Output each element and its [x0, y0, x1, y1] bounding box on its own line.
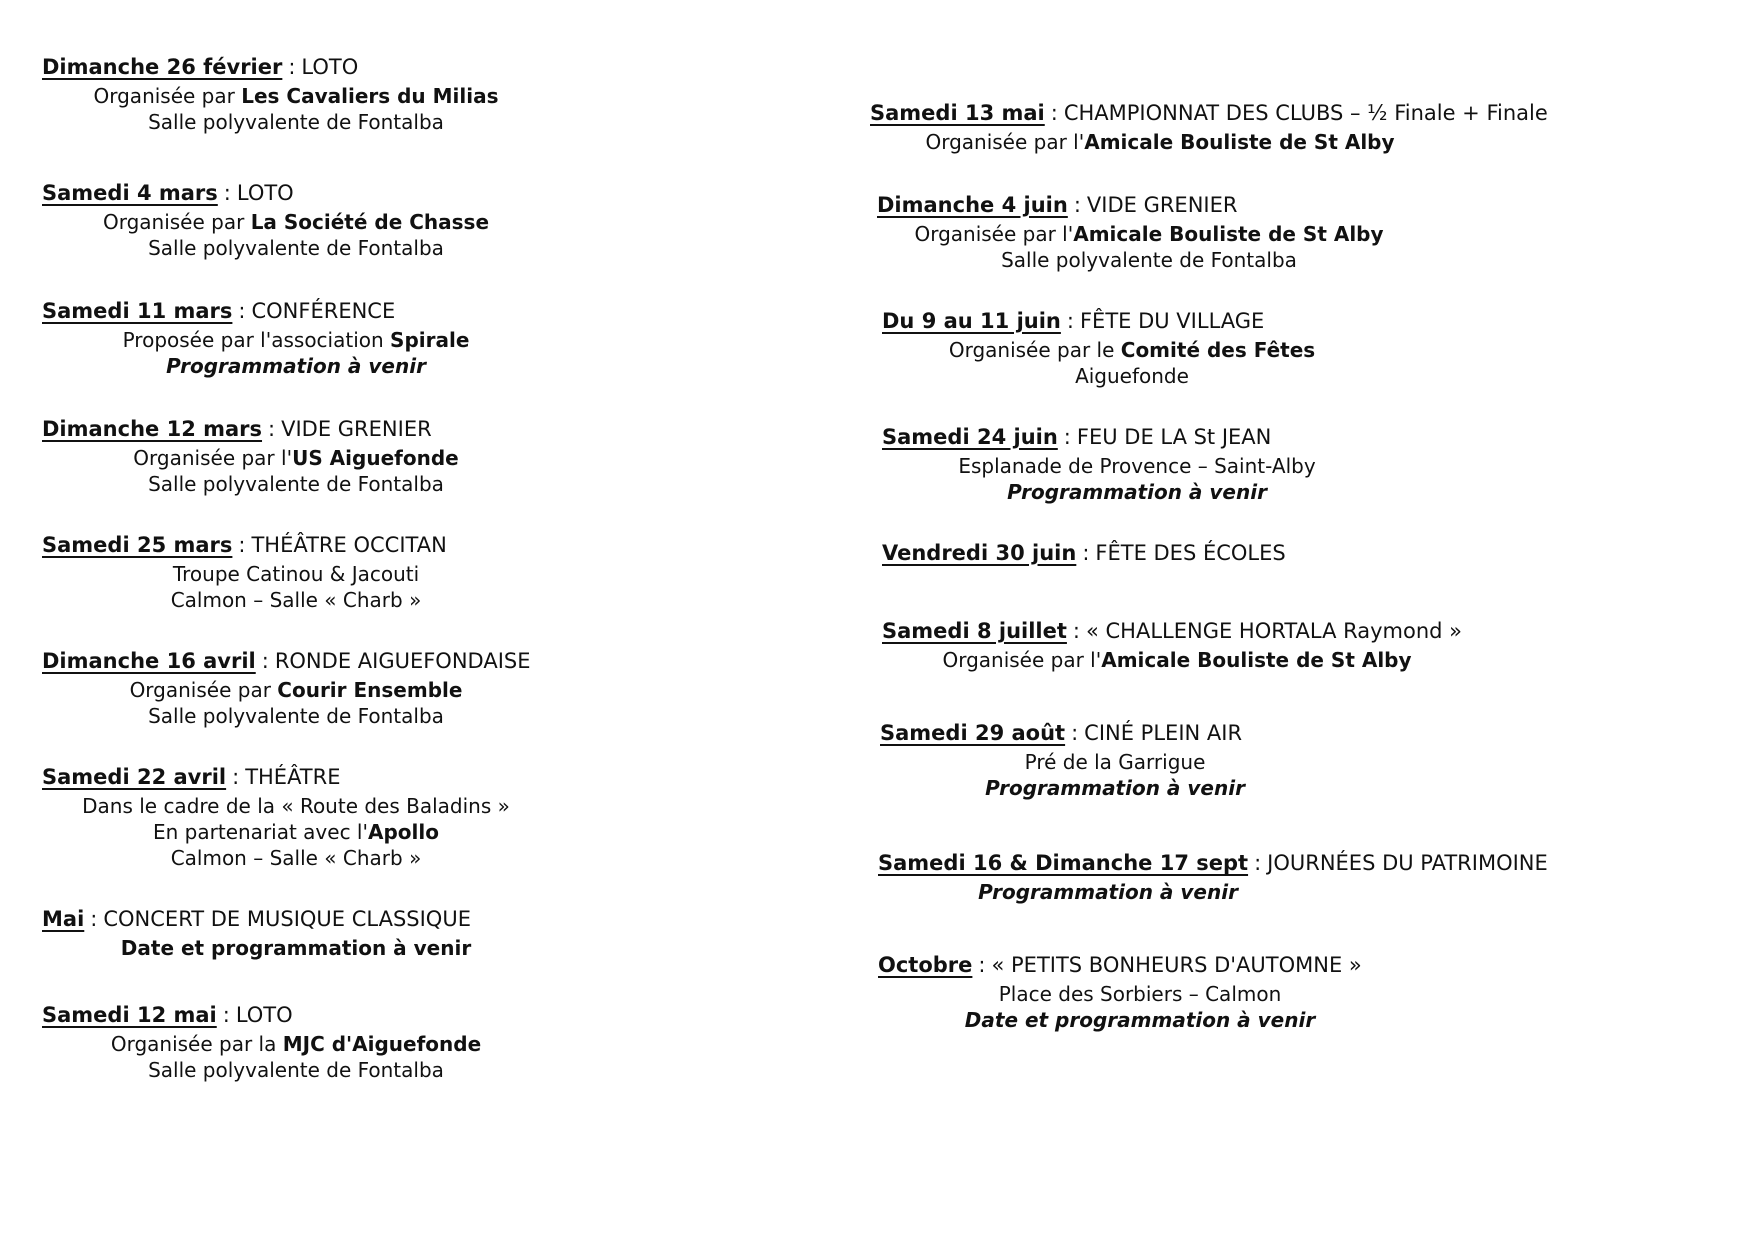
- event-detail-line: [0, 934, 696, 963]
- event-heading: [878, 950, 1362, 980]
- event-date: Samedi 11 mars: [42, 299, 233, 323]
- event-title: JOURNÉES DU PATRIMOINE: [1267, 851, 1548, 875]
- event-title: RONDE AIGUEFONDAISE: [274, 649, 531, 673]
- event-entry: [880, 718, 1245, 800]
- event-separator: :: [90, 907, 98, 931]
- event-separator: :: [1063, 425, 1071, 449]
- event-entry: [42, 296, 470, 378]
- event-detail-line: [708, 878, 1508, 907]
- event-detail-line: [0, 234, 696, 263]
- detail-text: Dans le cadre de la « Route des Baladins »: [82, 794, 510, 818]
- event-detail-line: [732, 362, 1532, 391]
- event-heading: [882, 422, 1271, 452]
- detail-text: Salle polyvalente de Fontalba: [148, 236, 444, 260]
- event-date: Du 9 au 11 juin: [882, 309, 1061, 333]
- event-title: LOTO: [235, 1003, 293, 1027]
- organizer-name: US Aiguefonde: [292, 446, 459, 470]
- organizer-name: Amicale Bouliste de St Alby: [1073, 222, 1384, 246]
- right-column: [870, 0, 1754, 1240]
- event-date: Mai: [42, 907, 85, 931]
- event-heading: [42, 530, 447, 560]
- event-entry: [42, 530, 447, 612]
- event-entry: [42, 646, 531, 728]
- event-heading: [42, 296, 395, 326]
- event-separator: :: [1082, 541, 1090, 565]
- event-title: « PETITS BONHEURS D'AUTOMNE »: [991, 953, 1362, 977]
- detail-text: Salle polyvalente de Fontalba: [148, 704, 444, 728]
- event-entry: [882, 538, 1286, 568]
- event-title: CHAMPIONNAT DES CLUBS – ½ Finale + Finale: [1063, 101, 1548, 125]
- detail-text: Salle polyvalente de Fontalba: [1001, 248, 1297, 272]
- event-heading: [882, 538, 1286, 568]
- event-entry: [42, 904, 472, 960]
- event-separator: :: [1050, 101, 1058, 125]
- detail-text: Organisée par: [129, 678, 278, 702]
- event-detail-line: [715, 774, 1515, 803]
- event-separator: :: [232, 765, 240, 789]
- event-entry: [42, 1000, 482, 1082]
- event-separator: :: [223, 181, 231, 205]
- event-detail-line: [732, 336, 1532, 365]
- detail-text: Proposée par l'association: [122, 328, 391, 352]
- event-entry: [870, 98, 1548, 154]
- event-title: FÊTE DES ÉCOLES: [1095, 541, 1286, 565]
- event-date: Dimanche 26 février: [42, 55, 283, 79]
- event-heading: [882, 616, 1462, 646]
- event-detail-line: [0, 82, 696, 111]
- event-title: LOTO: [236, 181, 294, 205]
- event-heading: [42, 52, 358, 82]
- event-separator: :: [1254, 851, 1262, 875]
- event-date: Dimanche 12 mars: [42, 417, 263, 441]
- event-entry: [42, 178, 490, 260]
- event-detail-line: [0, 470, 696, 499]
- event-detail-line: [749, 246, 1549, 275]
- detail-text: Calmon – Salle « Charb »: [170, 846, 422, 870]
- event-entry: [882, 616, 1463, 672]
- event-detail-line: [0, 844, 696, 873]
- event-entry: [42, 52, 499, 134]
- event-separator: :: [222, 1003, 230, 1027]
- event-separator: :: [288, 55, 296, 79]
- event-detail-line: [740, 980, 1540, 1009]
- detail-text: Organisée par l': [925, 130, 1085, 154]
- event-title: CONCERT DE MUSIQUE CLASSIQUE: [103, 907, 471, 931]
- event-separator: :: [238, 299, 246, 323]
- event-detail-line: [0, 352, 696, 381]
- event-heading: [42, 762, 341, 792]
- event-title: LOTO: [301, 55, 359, 79]
- event-date: Samedi 13 mai: [870, 101, 1045, 125]
- event-entry: [882, 422, 1316, 504]
- event-entry: [877, 190, 1384, 272]
- event-title: CINÉ PLEIN AIR: [1084, 721, 1243, 745]
- event-detail-line: [760, 128, 1560, 157]
- event-date: Samedi 25 mars: [42, 533, 233, 557]
- detail-text: Esplanade de Provence – Saint-Alby: [958, 454, 1316, 478]
- detail-text: Organisée par: [102, 210, 251, 234]
- event-detail-line: [0, 1056, 696, 1085]
- event-date: Samedi 22 avril: [42, 765, 227, 789]
- event-heading: [878, 848, 1548, 878]
- program-note: Programmation à venir: [1007, 480, 1267, 504]
- event-detail-line: [777, 646, 1577, 675]
- event-separator: :: [1071, 721, 1079, 745]
- event-heading: [42, 178, 294, 208]
- event-heading: [42, 904, 471, 934]
- event-separator: :: [261, 649, 269, 673]
- event-entry: [42, 762, 510, 870]
- event-detail-line: [749, 220, 1549, 249]
- event-title: CONFÉRENCE: [251, 299, 396, 323]
- event-detail-line: [0, 702, 696, 731]
- event-date: Samedi 4 mars: [42, 181, 218, 205]
- event-heading: [870, 98, 1548, 128]
- organizer-name: Spirale: [390, 328, 470, 352]
- detail-text: Organisée par la: [110, 1032, 283, 1056]
- event-separator: :: [238, 533, 246, 557]
- event-detail-line: [737, 478, 1537, 507]
- event-date: Dimanche 16 avril: [42, 649, 256, 673]
- event-title: VIDE GRENIER: [1086, 193, 1238, 217]
- organizer-name: MJC d'Aiguefonde: [282, 1032, 482, 1056]
- event-title: FEU DE LA St JEAN: [1076, 425, 1272, 449]
- event-detail-line: [0, 586, 696, 615]
- event-detail-line: [0, 1030, 696, 1059]
- organizer-name: Comité des Fêtes: [1120, 338, 1316, 362]
- event-detail-line: [0, 108, 696, 137]
- event-heading: [42, 414, 432, 444]
- event-separator: :: [1066, 309, 1074, 333]
- detail-text: Pré de la Garrigue: [1024, 750, 1206, 774]
- detail-text: Organisée par: [93, 84, 242, 108]
- event-date: Samedi 29 août: [880, 721, 1066, 745]
- event-date: Samedi 8 juillet: [882, 619, 1067, 643]
- organizer-name: Amicale Bouliste de St Alby: [1101, 648, 1412, 672]
- event-title: THÉÂTRE OCCITAN: [251, 533, 447, 557]
- detail-text: Organisée par l': [914, 222, 1074, 246]
- event-detail-line: [740, 1006, 1540, 1035]
- event-entry: [882, 306, 1316, 388]
- program-note: Date et programmation à venir: [964, 1008, 1316, 1032]
- event-detail-line: [0, 326, 696, 355]
- detail-text: Aiguefonde: [1075, 364, 1189, 388]
- organizer-name: Courir Ensemble: [277, 678, 463, 702]
- event-detail-line: [0, 208, 696, 237]
- event-detail-line: [737, 452, 1537, 481]
- detail-text: Salle polyvalente de Fontalba: [148, 1058, 444, 1082]
- event-separator: :: [1072, 619, 1080, 643]
- event-date: Octobre: [878, 953, 973, 977]
- event-detail-line: [715, 748, 1515, 777]
- event-detail-line: [0, 818, 696, 847]
- event-separator: :: [268, 417, 276, 441]
- event-heading: [42, 1000, 293, 1030]
- detail-text: Organisée par l': [133, 446, 293, 470]
- detail-text: En partenariat avec l': [153, 820, 368, 844]
- detail-text: Salle polyvalente de Fontalba: [148, 110, 444, 134]
- event-title: THÉÂTRE: [245, 765, 341, 789]
- event-heading: [42, 646, 531, 676]
- event-heading: [882, 306, 1264, 336]
- event-heading: [880, 718, 1242, 748]
- detail-text: Place des Sorbiers – Calmon: [998, 982, 1282, 1006]
- program-note: Programmation à venir: [166, 354, 426, 378]
- event-date: Samedi 24 juin: [882, 425, 1058, 449]
- organizer-name: La Société de Chasse: [250, 210, 490, 234]
- event-separator: :: [978, 953, 986, 977]
- organizer-name: Les Cavaliers du Milias: [241, 84, 499, 108]
- organizer-name: Apollo: [367, 820, 439, 844]
- event-date: Samedi 16 & Dimanche 17 sept: [878, 851, 1249, 875]
- detail-text: Salle polyvalente de Fontalba: [148, 472, 444, 496]
- event-separator: :: [1073, 193, 1081, 217]
- organizer-name: Date et programmation à venir: [120, 936, 472, 960]
- event-detail-line: [0, 444, 696, 473]
- program-note: Programmation à venir: [978, 880, 1238, 904]
- detail-text: Organisée par le: [948, 338, 1121, 362]
- event-detail-line: [0, 676, 696, 705]
- event-entry: [42, 414, 459, 496]
- event-title: VIDE GRENIER: [281, 417, 432, 441]
- event-detail-line: [0, 560, 696, 589]
- detail-text: Troupe Catinou & Jacouti: [172, 562, 420, 586]
- event-entry: [878, 950, 1362, 1032]
- event-title: FÊTE DU VILLAGE: [1079, 309, 1265, 333]
- detail-text: Organisée par l': [942, 648, 1102, 672]
- event-date: Dimanche 4 juin: [877, 193, 1068, 217]
- event-title: « CHALLENGE HORTALA Raymond »: [1086, 619, 1463, 643]
- event-detail-line: [0, 792, 696, 821]
- event-date: Vendredi 30 juin: [882, 541, 1077, 565]
- event-date: Samedi 12 mai: [42, 1003, 217, 1027]
- organizer-name: Amicale Bouliste de St Alby: [1084, 130, 1395, 154]
- event-entry: [878, 848, 1548, 904]
- detail-text: Calmon – Salle « Charb »: [170, 588, 422, 612]
- program-note: Programmation à venir: [985, 776, 1245, 800]
- event-heading: [877, 190, 1237, 220]
